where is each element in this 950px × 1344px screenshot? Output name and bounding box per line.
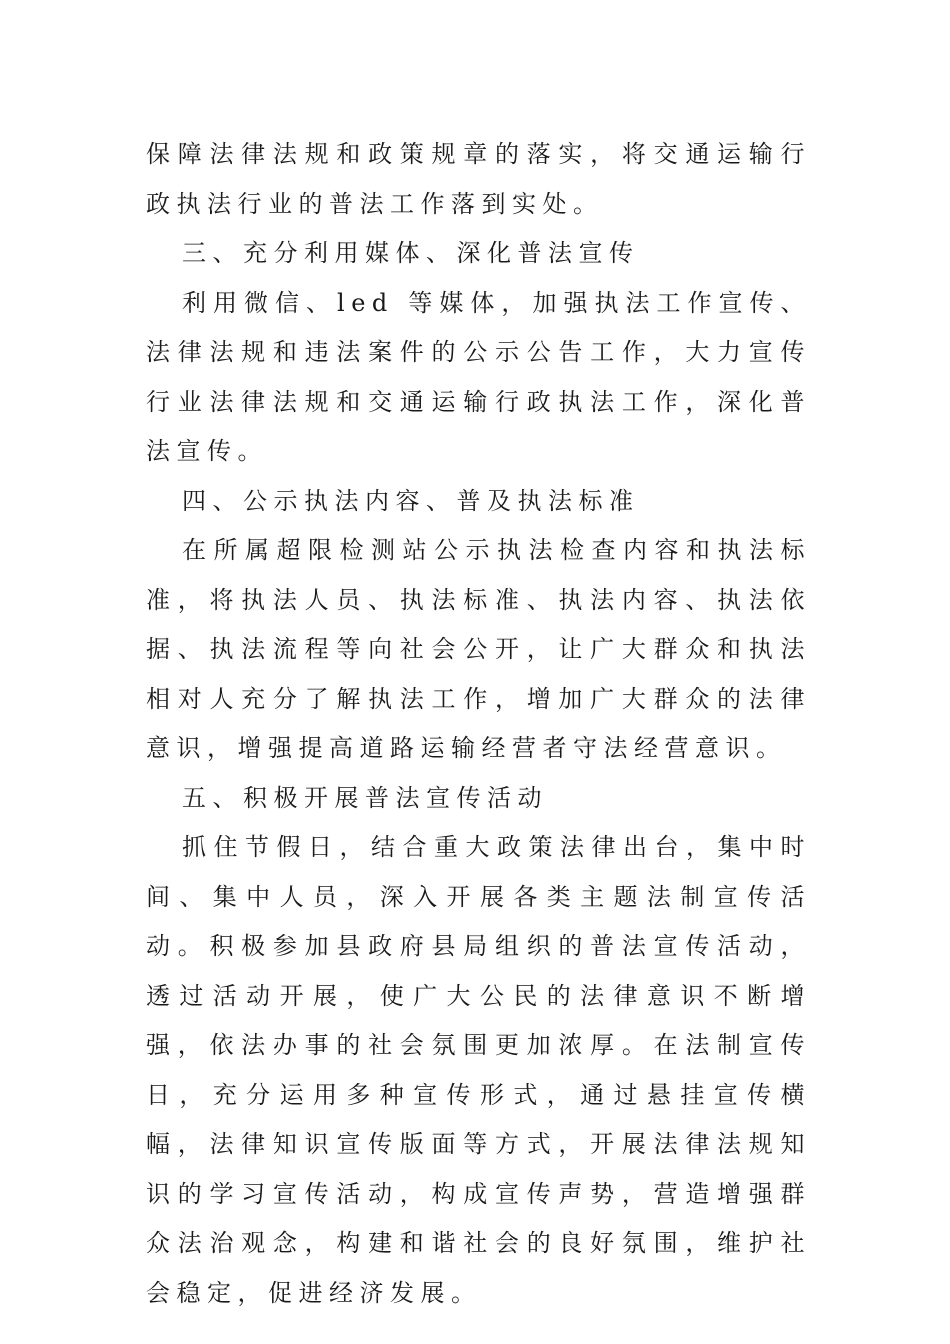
paragraph-disclosure: 在所属超限检测站公示执法检查内容和执法标准，将执法人员、执法标准、执法内容、执法依据、执法流程等向社会公开，让广大群众和执法相对人充分了解执法工作，增加广大群众的法律意识，增强提高道路运输经营者守法经营意识。 xyxy=(146,536,811,762)
section-heading-5: 五、积极开展普法宣传活动 xyxy=(182,783,548,812)
section-heading-4: 四、公示执法内容、普及执法标准 xyxy=(182,486,640,515)
section-heading-3: 三、充分利用媒体、深化普法宣传 xyxy=(182,239,640,267)
paragraph-activities: 抓住节假日，结合重大政策法律出台，集中时间、集中人员，深入开展各类主题法制宣传活动。积极参加县政府县局组织的普法宣传活动，透过活动开展，使广大公民的法律意识不断增强，依法办事的社会氛围更加浓厚。在法制宣传日，充分运用多种宣传形式，通过悬挂宣传横幅，法律知识宣传版面等方式，开展法律法规知识的学习宣传活动，构成宣传声势，营造增强群众法治观念，构建和谐社会的良好氛围，维护社会稳定，促进经济发展。 xyxy=(146,833,811,1307)
paragraph-media: 利用微信、led 等媒体，加强执法工作宣传、法律法规和违法案件的公示公告工作，大力宣传行业法律法规和交通运输行政执法工作，深化普法宣传。 xyxy=(146,288,811,465)
paragraph-continued: 保障法律法规和政策规章的落实，将交通运输行政执法行业的普法工作落到实处。 xyxy=(146,140,811,218)
document-body xyxy=(146,130,811,1318)
